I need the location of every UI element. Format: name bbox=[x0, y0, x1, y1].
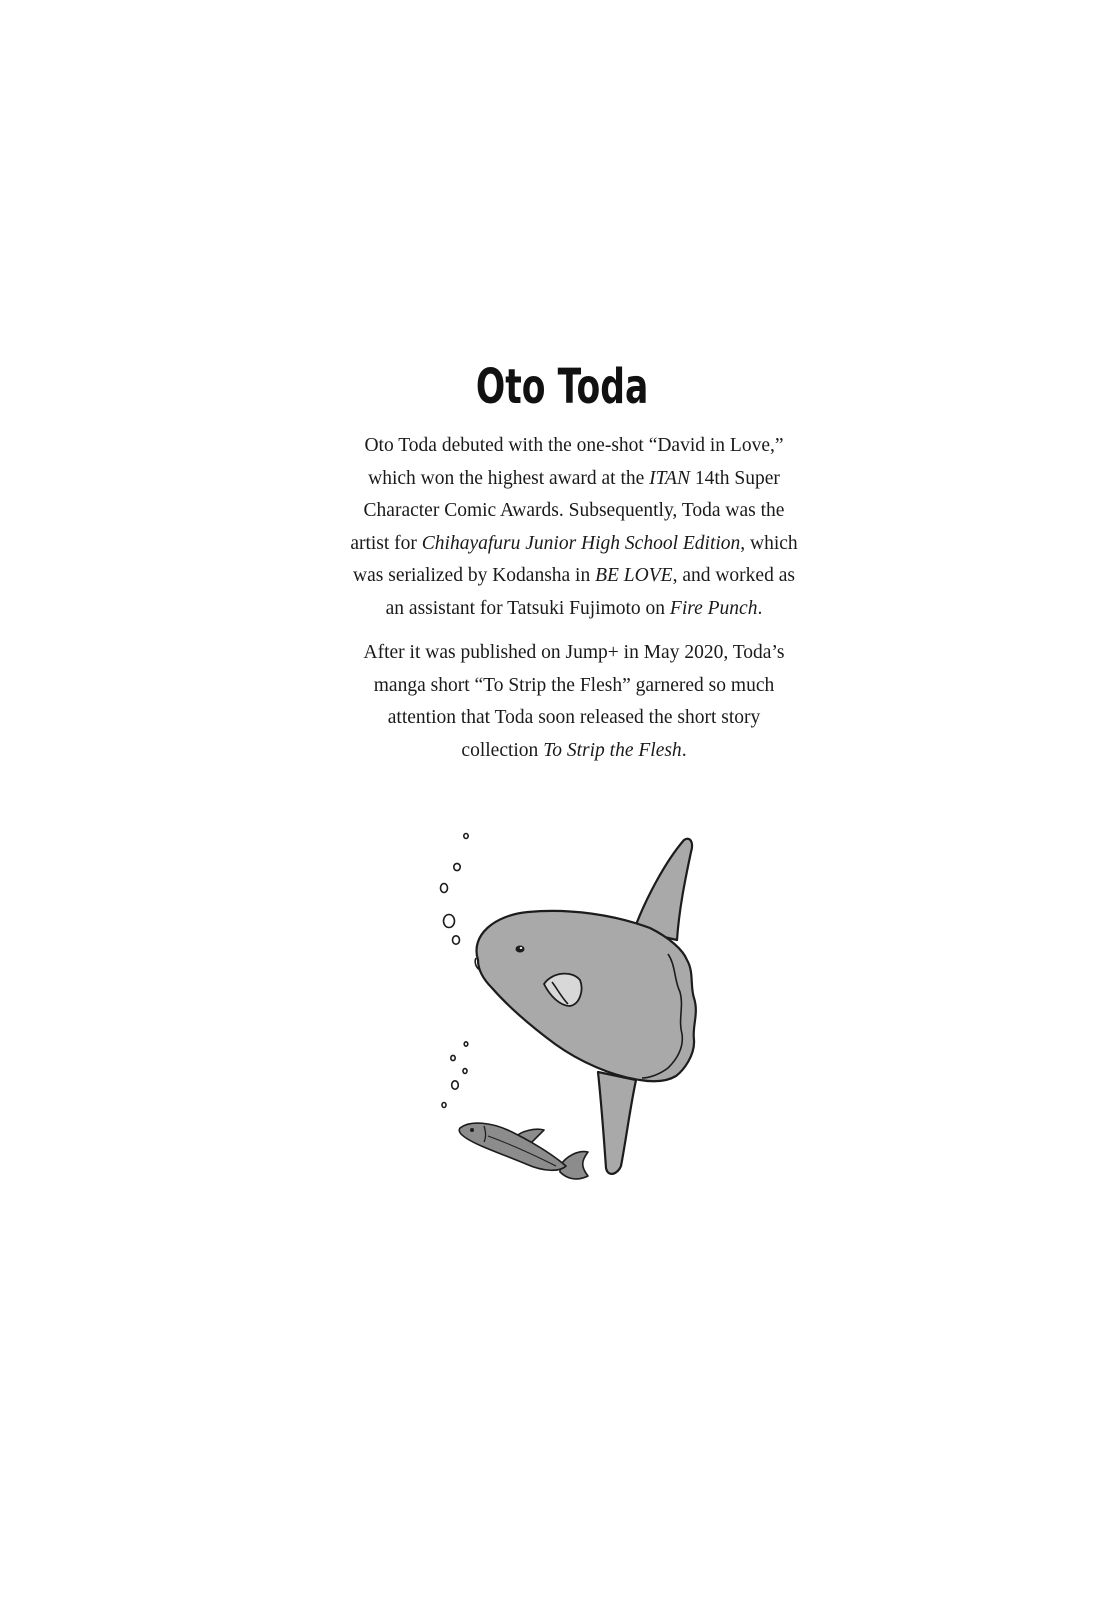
bio-paragraph-1 bbox=[334, 430, 814, 625]
sunfish-eye bbox=[516, 946, 525, 953]
bio-line: Character Comic Awards. Subsequently, Toda was the bbox=[363, 500, 785, 521]
bio-line bbox=[334, 560, 814, 593]
bio-text: which won the highest award at the bbox=[368, 467, 650, 489]
sunfish-illustration bbox=[420, 820, 720, 1200]
small-fish-eye bbox=[470, 1128, 474, 1132]
bio-line: Oto Toda debuted with the one-shot “David in Love,” bbox=[364, 435, 784, 456]
author-name-heading: Oto Toda bbox=[475, 359, 649, 415]
magazine-title-itan: ITAN bbox=[649, 467, 690, 489]
bio-text: . bbox=[757, 597, 763, 619]
bio-text: , and worked as bbox=[672, 565, 795, 586]
bio-line: attention that Toda soon released the short story bbox=[387, 707, 761, 728]
small-fish-icon bbox=[459, 1123, 588, 1179]
anal-fin bbox=[598, 1072, 636, 1174]
bio-line: manga short “To Strip the Flesh” garnered so much bbox=[373, 674, 775, 696]
bio-text: . bbox=[681, 739, 687, 761]
bio-text: collection bbox=[461, 739, 544, 761]
bio-text: was serialized by Kodansha in bbox=[353, 565, 596, 586]
bio-text: an assistant for Tatsuki Fujimoto on bbox=[385, 597, 670, 619]
work-title-chihayafuru: Chihayafuru Junior High School Edition bbox=[421, 532, 741, 554]
sunfish-icon bbox=[475, 839, 696, 1174]
sunfish-eye-highlight bbox=[520, 947, 523, 949]
bio-paragraph-2 bbox=[334, 637, 814, 767]
bio-text: 14th Super bbox=[689, 467, 780, 489]
bubbles bbox=[441, 834, 469, 1108]
author-bio bbox=[334, 430, 814, 779]
bio-line: After it was published on Jump+ in May 2020, Toda’s bbox=[363, 642, 785, 663]
bio-text: artist for bbox=[350, 532, 422, 554]
bio-line bbox=[334, 463, 814, 496]
work-title-fire-punch: Fire Punch bbox=[669, 597, 758, 619]
bio-line bbox=[334, 528, 814, 561]
bio-text: , which bbox=[740, 532, 798, 554]
bio-line bbox=[334, 593, 814, 626]
magazine-title-be-love: BE LOVE bbox=[595, 565, 673, 586]
bio-line bbox=[334, 735, 814, 768]
sunfish-body bbox=[476, 911, 695, 1081]
work-title-to-strip-the-flesh: To Strip the Flesh bbox=[543, 739, 682, 761]
